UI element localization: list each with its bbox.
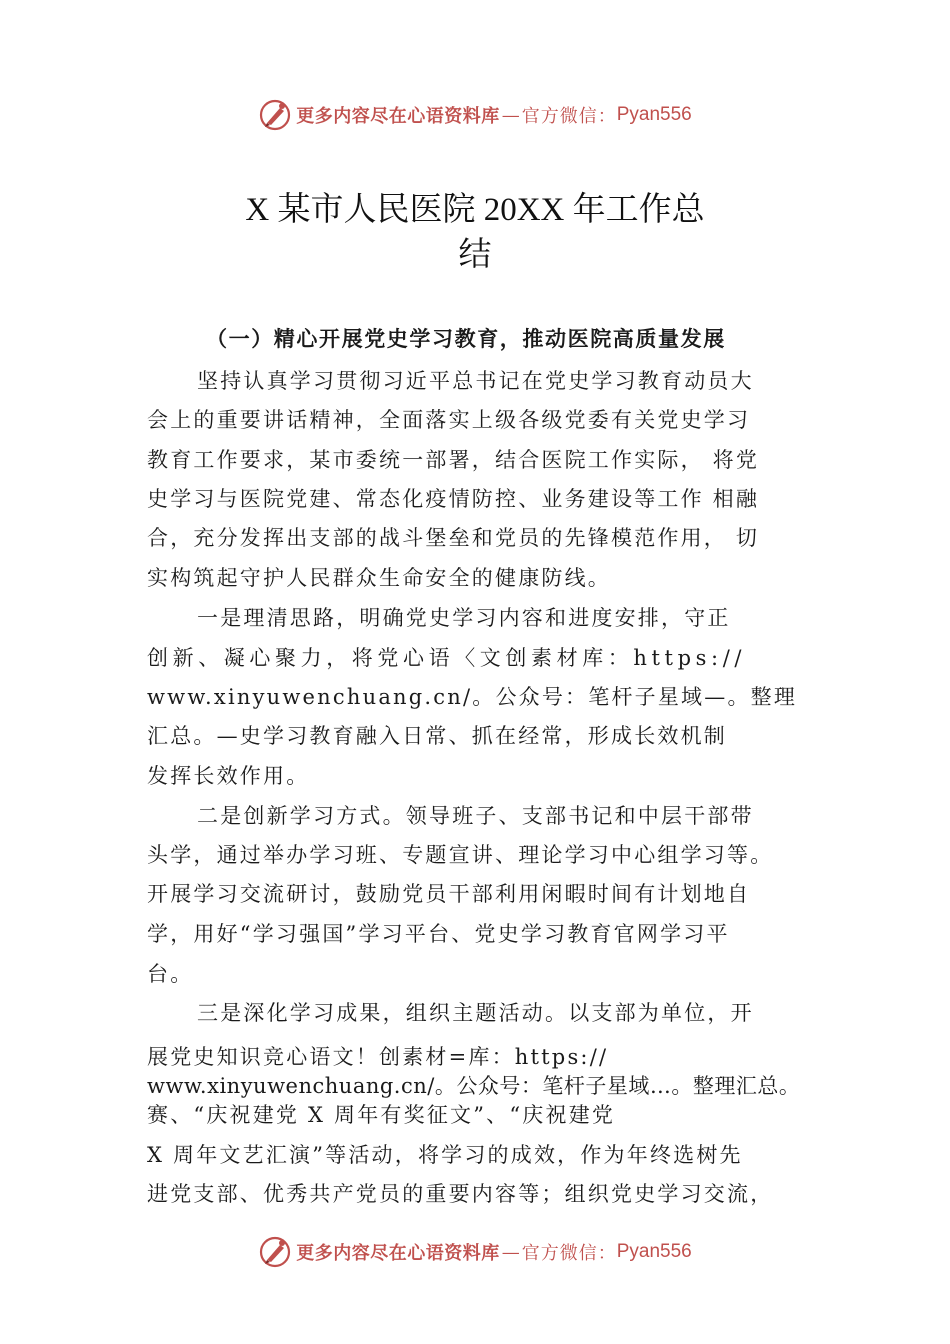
body-line: 三是深化学习成果，组织主题活动。以支部为单位，开: [197, 1001, 754, 1025]
body-line: 展党史知识竞心语文！创素材=库：https://: [147, 1045, 609, 1069]
banner-wechat-id: Pyan556: [616, 104, 692, 125]
body-line: 一是理清思路，明确党史学习内容和进度安排，守正: [197, 606, 731, 630]
body-line: 坚持认真学习贯彻习近平总书记在党史学习教育动员大: [197, 369, 754, 393]
document-title-line-1: X 某市人民医院 20XX 年工作总: [245, 192, 705, 228]
banner-wechat-label: 官方微信：: [521, 1243, 617, 1264]
body-line: 创新、凝心聚力，将党心语〈文创素材库：https://: [147, 646, 747, 670]
banner-wechat-id: Pyan556: [616, 1241, 692, 1262]
body-line: 发挥长效作用。: [147, 764, 310, 788]
banner-text: 更多内容尽在心语资料库: [296, 1243, 500, 1264]
pen-logo-icon: [258, 1235, 292, 1269]
body-line: 合，充分发挥出支部的战斗堡垒和党员的先锋模范作用， 切: [147, 526, 760, 550]
body-line: 台。: [147, 962, 194, 986]
banner-separator: —: [501, 104, 520, 126]
body-line: www.xinyuwenchuang.cn/。公众号：笔杆子星域—。整理: [147, 685, 798, 709]
body-line: 汇总。—史学习教育融入日常、抓在经常，形成长效机制: [147, 724, 727, 748]
body-line: 进党支部、优秀共产党员的重要内容等；组织党史学习交流，: [147, 1182, 774, 1206]
body-line: 学，用好“学习强国”学习平台、党史学习教育官网学习平: [147, 922, 730, 946]
pen-logo-icon: [258, 98, 292, 132]
body-line: 会上的重要讲话精神，全面落实上级各级党委有关党史学习: [147, 408, 751, 432]
footer-watermark-banner: [0, 1232, 950, 1272]
body-line: X 周年文艺汇演”等活动，将学习的成效，作为年终选树先: [147, 1143, 743, 1167]
section-heading: （一）精心开展党史学习教育，推动医院高质量发展: [206, 326, 726, 351]
banner-text: 更多内容尽在心语资料库: [296, 106, 500, 127]
body-line: 史学习与医院党建、常态化疫情防控、业务建设等工作 相融: [147, 487, 760, 511]
body-line: www.xinyuwenchuang.cn/。公众号：笔杆子星域…。整理汇总。: [147, 1074, 801, 1098]
document-title-line-2: 结: [458, 237, 492, 273]
body-line: 赛、“庆祝建党 X 周年有奖征文”、“庆祝建党: [147, 1103, 616, 1127]
body-line: 教育工作要求，某市委统一部署，结合医院工作实际， 将党: [147, 448, 760, 472]
banner-wechat-label: 官方微信：: [521, 106, 617, 127]
body-line: 实构筑起守护人民群众生命安全的健康防线。: [147, 566, 611, 590]
body-line: 开展学习交流研讨，鼓励党员干部利用闲暇时间有计划地自: [147, 882, 751, 906]
body-line: 头学，通过举办学习班、专题宣讲、理论学习中心组学习等。: [147, 843, 774, 867]
body-line: 二是创新学习方式。领导班子、支部书记和中层干部带: [197, 804, 754, 828]
banner-separator: —: [501, 1241, 520, 1263]
header-watermark-banner: [0, 95, 950, 135]
